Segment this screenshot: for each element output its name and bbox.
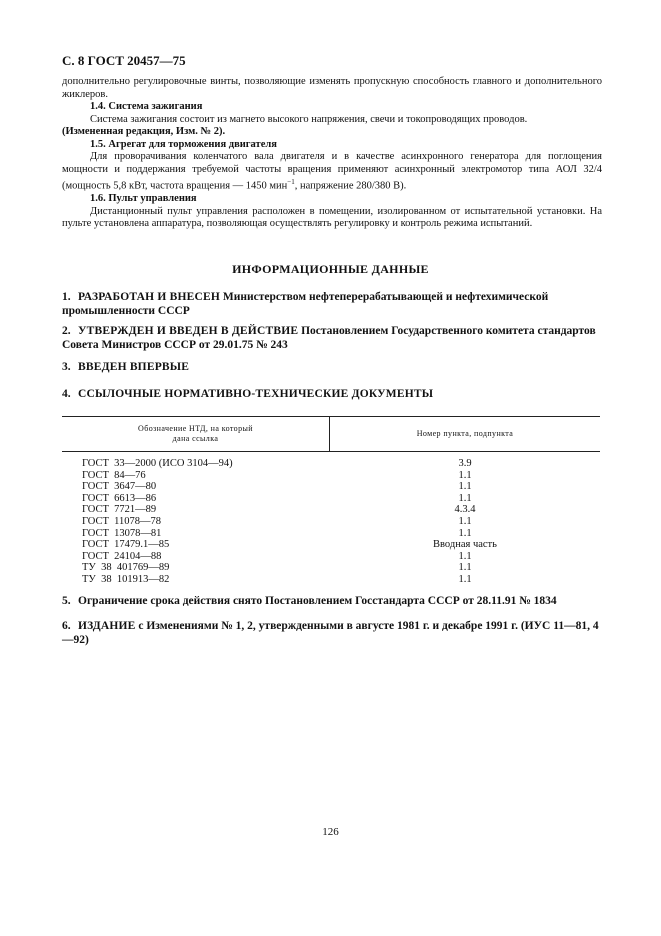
body-text bbox=[62, 76, 602, 231]
item-text: Министерством нефтеперерабатывающей и нефтехимической промышленности СССР bbox=[62, 291, 549, 317]
item-text: Ограничение срока действия снято Постановлением Госстандарта СССР от 28.11.91 № 1834 bbox=[78, 595, 557, 607]
item-number: 4. bbox=[62, 388, 71, 400]
cell-clause: 1.1 bbox=[458, 573, 472, 585]
table-row bbox=[62, 470, 600, 482]
cell-clause: 1.1 bbox=[458, 481, 472, 493]
table-row bbox=[62, 528, 600, 540]
table-row bbox=[62, 562, 600, 574]
info-item-4 bbox=[62, 387, 602, 401]
section-1-4-title: 1.4. Система зажигания bbox=[90, 101, 203, 112]
column-header-document bbox=[62, 417, 330, 451]
cell-document: ГОСТ 7721—89 bbox=[82, 504, 157, 516]
cell-document: ГОСТ 17479.1—85 bbox=[82, 539, 170, 551]
cell-document: ТУ 38 401769—89 bbox=[82, 562, 170, 574]
cell-clause: 3.9 bbox=[458, 458, 472, 469]
item-number: 6. bbox=[62, 620, 71, 632]
cell-document: ГОСТ 13078—81 bbox=[82, 527, 162, 539]
item-number: 5. bbox=[62, 595, 71, 607]
info-item-2 bbox=[62, 324, 602, 352]
cell-clause: 4.3.4 bbox=[454, 504, 476, 516]
table-row bbox=[62, 458, 600, 470]
item-caps: ВВЕДЕН ВПЕРВЫЕ bbox=[78, 361, 190, 373]
cell-document: ГОСТ 84—76 bbox=[82, 469, 146, 481]
unit-exponent: −1 bbox=[287, 178, 295, 186]
column-header-clause: Номер пункта, подпункта bbox=[416, 429, 514, 438]
table-row bbox=[62, 481, 600, 493]
page-number: 126 bbox=[322, 826, 339, 838]
table-body bbox=[62, 458, 600, 586]
item-caps: УТВЕРЖДЕН И ВВЕДЕН В ДЕЙСТВИЕ bbox=[78, 325, 299, 337]
section-1-5-text bbox=[62, 151, 602, 193]
section-1-4-text: Система зажигания состоит из магнето высокого напряжения, свечи и токопроводящих проводов. bbox=[90, 113, 528, 125]
cell-document: ГОСТ 3647—80 bbox=[82, 481, 157, 493]
cell-clause: 1.1 bbox=[458, 515, 472, 527]
item-text: с Изменениями № 1, 2, утвержденными в августе 1981 г. и декабре 1991 г. (ИУС 11—81, 4—92) bbox=[62, 620, 599, 646]
column-header-line: Обозначение НТД, на который bbox=[138, 424, 253, 433]
item-number: 2. bbox=[62, 325, 71, 337]
table-row bbox=[62, 539, 600, 551]
section-1-5-text-b: , напряжение 280/380 В). bbox=[294, 180, 407, 192]
cell-document: ГОСТ 33—2000 (ИСО 3104—94) bbox=[82, 458, 233, 469]
item-caps: ССЫЛОЧНЫЕ НОРМАТИВНО-ТЕХНИЧЕСКИЕ ДОКУМЕНТЫ bbox=[78, 388, 434, 400]
intro-paragraph: дополнительно регулировочные винты, позволяющие изменять пропускную способность главного и дополнительного жиклеров. bbox=[62, 76, 602, 100]
cell-clause: 1.1 bbox=[458, 550, 472, 562]
section-1-6-title: 1.6. Пульт управления bbox=[90, 193, 197, 204]
table-row bbox=[62, 574, 600, 586]
section-1-4-note: (Измененная редакция, Изм. № 2). bbox=[62, 126, 226, 137]
info-item-6 bbox=[62, 619, 602, 647]
column-header-line: дана ссылка bbox=[172, 434, 219, 443]
section-1-6-text: Дистанционный пульт управления расположен в помещении, изолированном от испытательной установки. На пульте установлена аппаратура, позволяющая осуществлять регулировку и контроль режима испытаний. bbox=[62, 205, 602, 229]
info-item-5 bbox=[62, 594, 602, 608]
cell-clause: 1.1 bbox=[458, 492, 472, 504]
table-row bbox=[62, 516, 600, 528]
item-text: Постановлением Государственного комитета стандартов Совета Министров СССР от 29.01.75 № 243 bbox=[62, 325, 596, 351]
cell-clause: 1.1 bbox=[458, 562, 472, 574]
item-caps: ИЗДАНИЕ bbox=[78, 620, 136, 632]
cell-clause: Вводная часть bbox=[433, 539, 497, 551]
page-header: С. 8 ГОСТ 20457—75 bbox=[62, 53, 186, 68]
cell-document: ГОСТ 11078—78 bbox=[82, 515, 162, 527]
table-row bbox=[62, 493, 600, 505]
references-table bbox=[62, 416, 600, 586]
table-row bbox=[62, 504, 600, 516]
section-1-5-text-a: Для проворачивания коленчатого вала двигателя и в качестве асинхронного генератора для поглощения мощности и поддержания требуемой частоты вращения применяют асинхронный электромотор типа АОЛ 32/4 (мощность 5,8 кВт, частота вращения — 1450 мин bbox=[62, 151, 602, 192]
item-caps: РАЗРАБОТАН И ВНЕСЕН bbox=[78, 291, 221, 303]
item-number: 3. bbox=[62, 361, 71, 373]
table-header bbox=[62, 416, 600, 452]
info-item-1 bbox=[62, 290, 602, 318]
info-data-title: ИНФОРМАЦИОННЫЕ ДАННЫЕ bbox=[232, 262, 429, 276]
item-number: 1. bbox=[62, 291, 71, 303]
table-row bbox=[62, 551, 600, 563]
cell-clause: 1.1 bbox=[458, 469, 472, 481]
cell-document: ТУ 38 101913—82 bbox=[82, 573, 170, 585]
section-1-5-title: 1.5. Агрегат для торможения двигателя bbox=[90, 138, 277, 150]
cell-document: ГОСТ 6613—86 bbox=[82, 492, 157, 504]
cell-clause: 1.1 bbox=[458, 527, 472, 539]
cell-document: ГОСТ 24104—88 bbox=[82, 550, 162, 562]
info-item-3 bbox=[62, 360, 602, 374]
